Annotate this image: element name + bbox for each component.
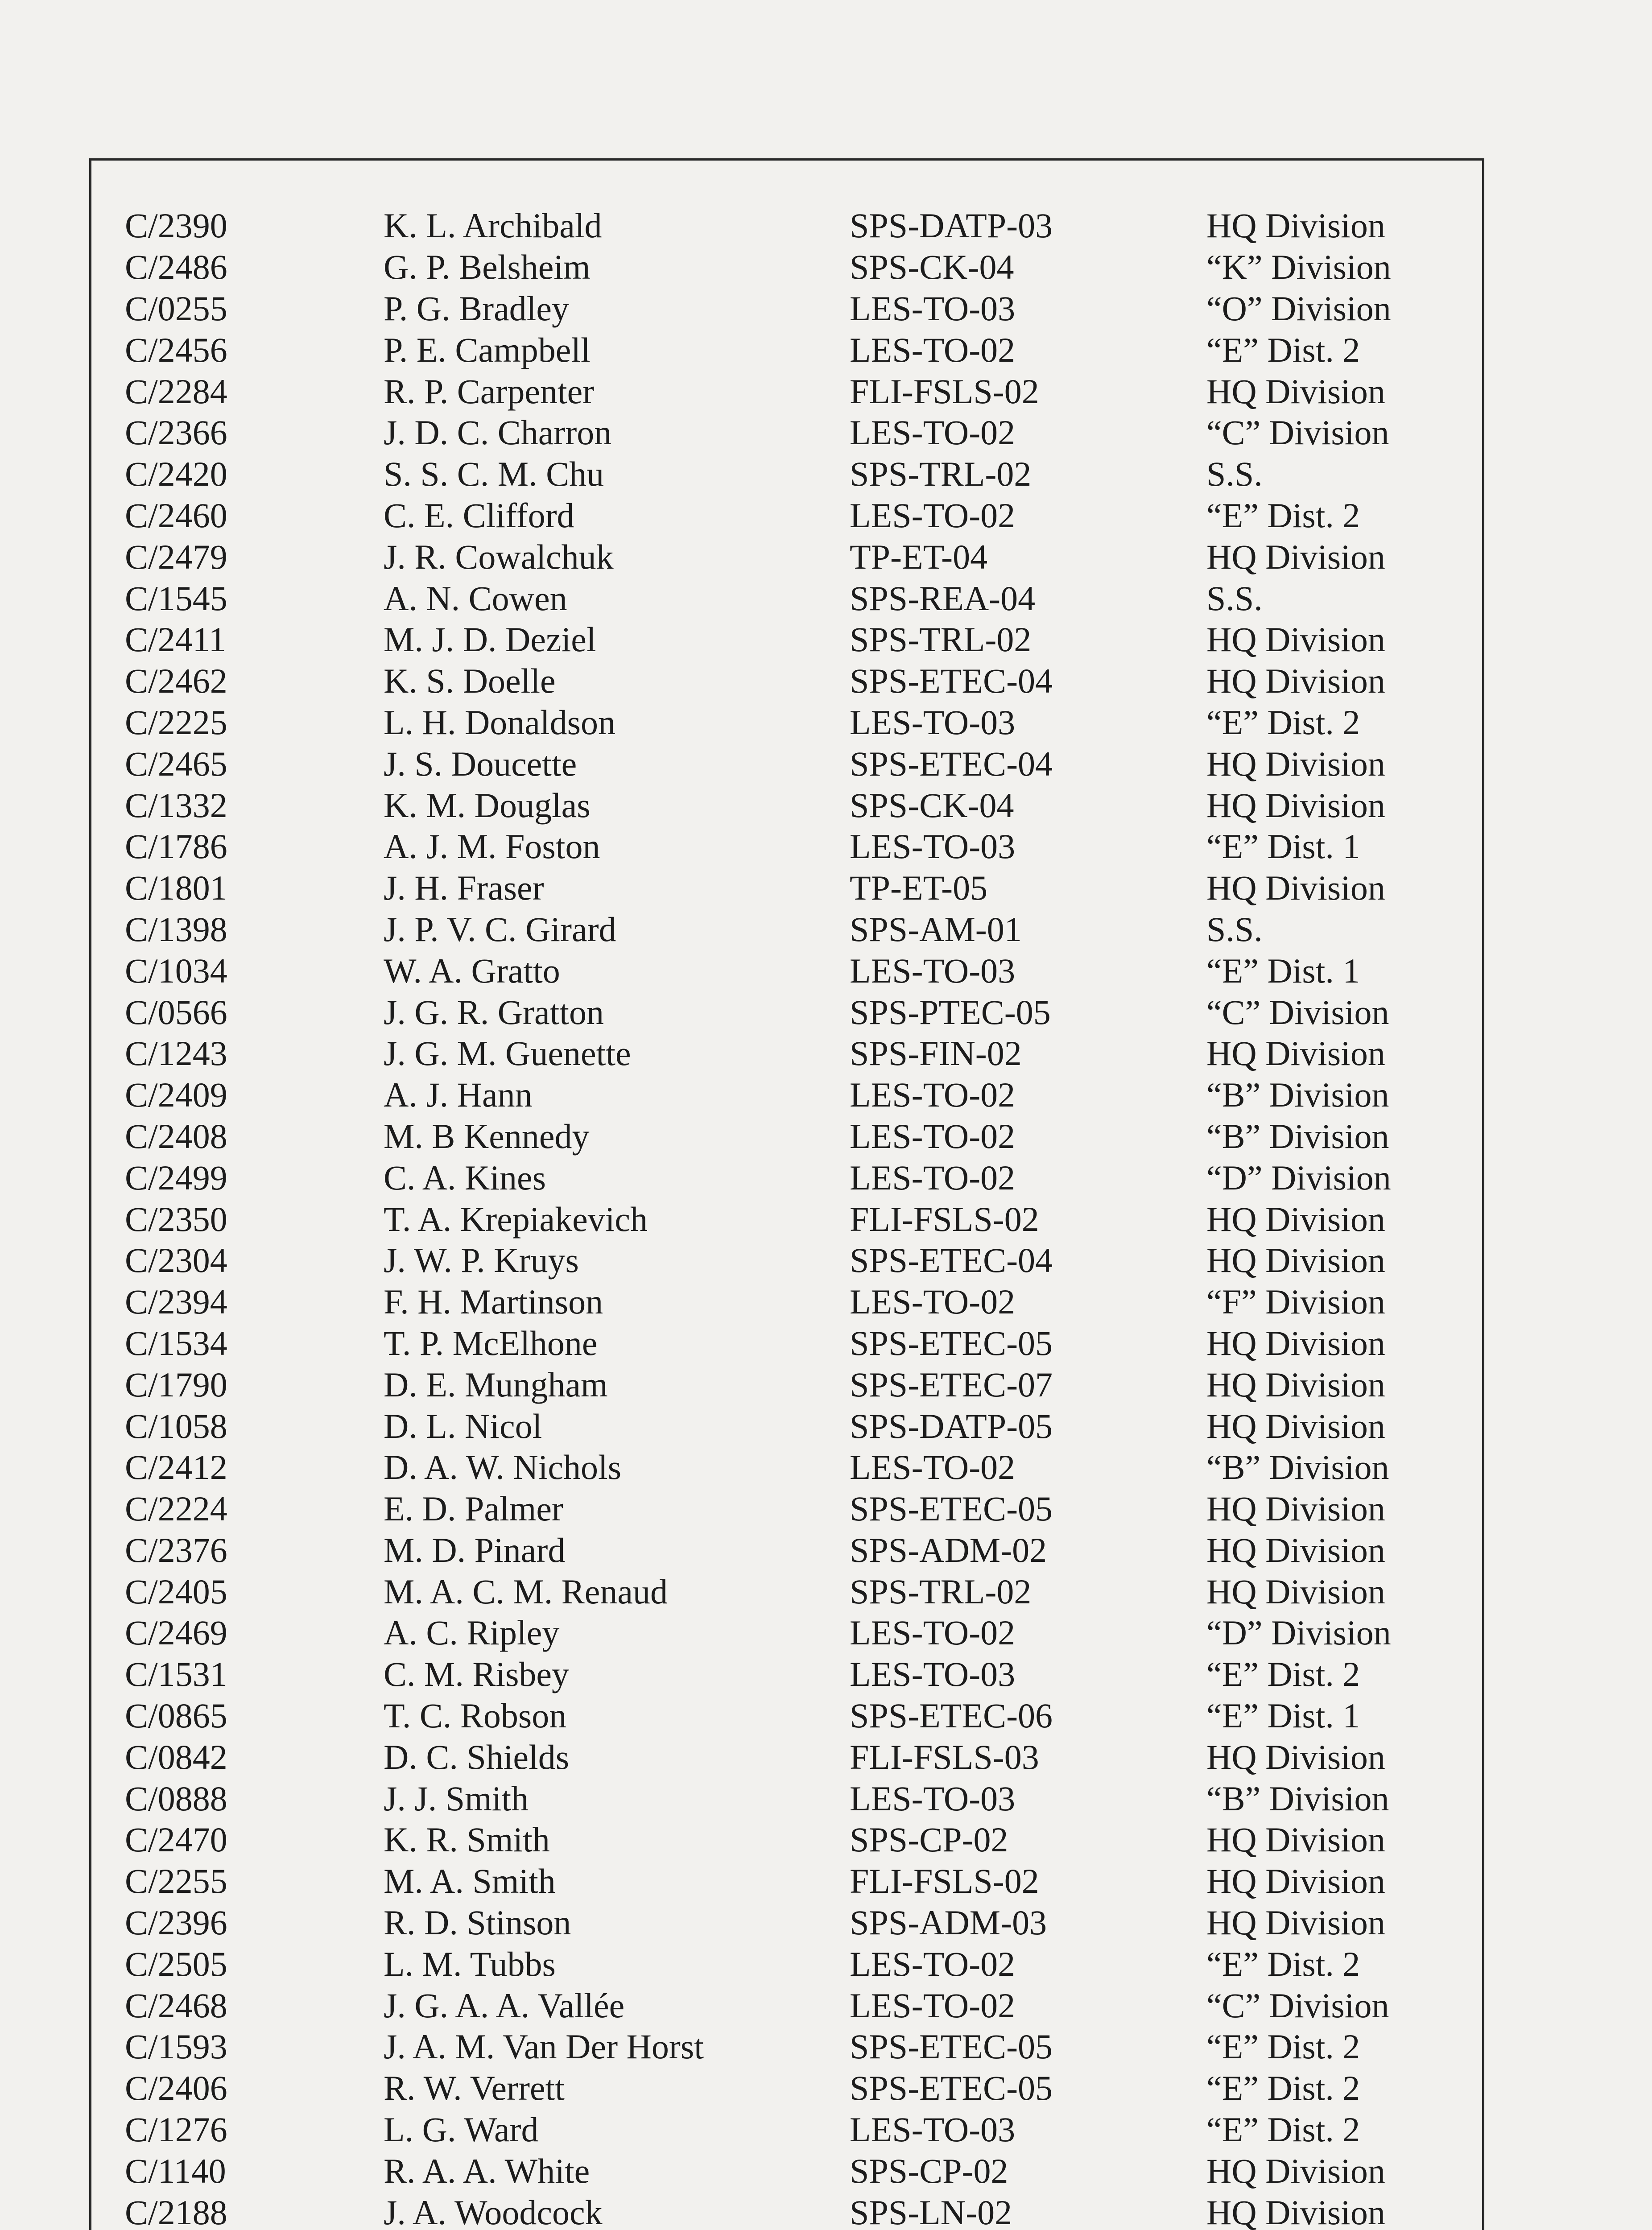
regimental-number: C/2350 bbox=[125, 1199, 227, 1239]
position-code: TP-ET-05 bbox=[850, 868, 988, 908]
regimental-number: C/0888 bbox=[125, 1779, 227, 1818]
regimental-number: C/1531 bbox=[125, 1655, 227, 1694]
position-code: SPS-TRL-02 bbox=[850, 620, 1032, 659]
member-name: J. W. P. Kruys bbox=[384, 1241, 579, 1280]
posting-location: HQ Division bbox=[1206, 1903, 1385, 1942]
position-code: SPS-ETEC-04 bbox=[850, 744, 1053, 783]
table-row bbox=[125, 1571, 1456, 1612]
table-row bbox=[125, 2150, 1456, 2192]
posting-location: HQ Division bbox=[1206, 206, 1385, 245]
member-name: M. A. C. M. Renaud bbox=[384, 1572, 668, 1611]
posting-location: S.S. bbox=[1206, 578, 1263, 618]
table-row bbox=[125, 205, 1456, 247]
table-row bbox=[125, 1861, 1456, 1902]
table-row bbox=[125, 1736, 1456, 1778]
posting-location: HQ Division bbox=[1206, 1530, 1385, 1569]
position-code: LES-TO-03 bbox=[850, 827, 1016, 866]
member-name: D. E. Mungham bbox=[384, 1365, 608, 1404]
table-row bbox=[125, 578, 1456, 619]
regimental-number: C/2499 bbox=[125, 1158, 227, 1197]
position-code: SPS-DATP-03 bbox=[850, 206, 1053, 245]
member-name: F. H. Martinson bbox=[384, 1282, 603, 1321]
posting-location: “E” Dist. 2 bbox=[1206, 2110, 1360, 2149]
regimental-number: C/1140 bbox=[125, 2151, 226, 2190]
posting-location: HQ Division bbox=[1206, 1862, 1385, 1901]
table-row bbox=[125, 1033, 1456, 1074]
position-code: SPS-TRL-02 bbox=[850, 454, 1032, 494]
posting-location: “E” Dist. 1 bbox=[1206, 951, 1360, 990]
position-code: SPS-PTEC-05 bbox=[850, 992, 1051, 1032]
posting-location: HQ Division bbox=[1206, 2151, 1385, 2190]
position-code: LES-TO-02 bbox=[850, 413, 1016, 452]
regimental-number: C/2405 bbox=[125, 1572, 227, 1611]
regimental-number: C/2255 bbox=[125, 1862, 227, 1901]
member-name: J. H. Fraser bbox=[384, 868, 544, 908]
member-name: S. S. C. M. Chu bbox=[384, 454, 604, 494]
posting-location: HQ Division bbox=[1206, 372, 1385, 411]
member-name: J. R. Cowalchuk bbox=[384, 537, 614, 576]
regimental-number: C/1545 bbox=[125, 578, 227, 618]
table-row bbox=[125, 412, 1456, 454]
table-row bbox=[125, 2192, 1456, 2230]
member-name: C. E. Clifford bbox=[384, 496, 574, 535]
table-row bbox=[125, 743, 1456, 785]
table-row bbox=[125, 329, 1456, 371]
position-code: LES-TO-03 bbox=[850, 289, 1016, 328]
posting-location: HQ Division bbox=[1206, 1323, 1385, 1363]
table-row bbox=[125, 1654, 1456, 1695]
posting-location: “B” Division bbox=[1206, 1448, 1389, 1487]
position-code: LES-TO-02 bbox=[850, 1944, 1016, 1983]
regimental-number: C/2376 bbox=[125, 1530, 227, 1569]
posting-location: “E” Dist. 2 bbox=[1206, 496, 1360, 535]
posting-location: “E” Dist. 2 bbox=[1206, 2069, 1360, 2108]
table-row bbox=[125, 950, 1456, 991]
position-code: LES-TO-03 bbox=[850, 2110, 1016, 2149]
regimental-number: C/2224 bbox=[125, 1489, 227, 1528]
table-row bbox=[125, 1281, 1456, 1323]
member-name: R. A. A. White bbox=[384, 2151, 590, 2190]
member-name: J. P. V. C. Girard bbox=[384, 909, 616, 949]
posting-location: “C” Division bbox=[1206, 1986, 1389, 2025]
table-row bbox=[125, 826, 1456, 867]
position-code: SPS-REA-04 bbox=[850, 578, 1036, 618]
table-row bbox=[125, 1985, 1456, 2026]
position-code: SPS-ETEC-07 bbox=[850, 1365, 1053, 1404]
position-code: LES-TO-03 bbox=[850, 702, 1016, 742]
table-row bbox=[125, 1198, 1456, 1240]
regimental-number: C/1058 bbox=[125, 1406, 227, 1445]
regimental-number: C/2420 bbox=[125, 454, 227, 494]
position-code: TP-ET-04 bbox=[850, 537, 988, 576]
table-row bbox=[125, 1447, 1456, 1488]
position-code: FLI-FSLS-02 bbox=[850, 1862, 1039, 1901]
table-row bbox=[125, 247, 1456, 288]
regimental-number: C/1034 bbox=[125, 951, 227, 990]
member-name: M. A. Smith bbox=[384, 1862, 556, 1901]
regimental-number: C/2390 bbox=[125, 206, 227, 245]
member-name: A. J. Hann bbox=[384, 1075, 533, 1115]
posting-location: “F” Division bbox=[1206, 1282, 1385, 1321]
position-code: LES-TO-02 bbox=[850, 1448, 1016, 1487]
posting-location: HQ Division bbox=[1206, 1365, 1385, 1404]
regimental-number: C/2412 bbox=[125, 1448, 227, 1487]
member-name: J. J. Smith bbox=[384, 1779, 529, 1818]
position-code: SPS-CK-04 bbox=[850, 248, 1014, 287]
table-row bbox=[125, 1530, 1456, 1571]
posting-location: HQ Division bbox=[1206, 1820, 1385, 1859]
table-row bbox=[125, 536, 1456, 578]
regimental-number: C/2225 bbox=[125, 702, 227, 742]
posting-location: “E” Dist. 2 bbox=[1206, 330, 1360, 369]
posting-location: “C” Division bbox=[1206, 992, 1389, 1032]
posting-location: “E” Dist. 1 bbox=[1206, 1696, 1360, 1735]
position-code: SPS-ETEC-05 bbox=[850, 2069, 1053, 2108]
member-name: A. C. Ripley bbox=[384, 1613, 560, 1652]
regimental-number: C/2486 bbox=[125, 248, 227, 287]
table-row bbox=[125, 1612, 1456, 1654]
position-code: SPS-ETEC-04 bbox=[850, 1241, 1053, 1280]
position-code: LES-TO-02 bbox=[850, 1158, 1016, 1197]
posting-location: HQ Division bbox=[1206, 868, 1385, 908]
member-name: R. P. Carpenter bbox=[384, 372, 595, 411]
posting-location: “B” Division bbox=[1206, 1779, 1389, 1818]
posting-location: “K” Division bbox=[1206, 248, 1391, 287]
regimental-number: C/1243 bbox=[125, 1034, 227, 1073]
posting-location: S.S. bbox=[1206, 909, 1263, 949]
member-name: L. G. Ward bbox=[384, 2110, 539, 2149]
member-name: M. J. D. Deziel bbox=[384, 620, 596, 659]
regimental-number: C/1332 bbox=[125, 785, 227, 825]
posting-location: HQ Division bbox=[1206, 744, 1385, 783]
table-row bbox=[125, 1819, 1456, 1861]
posting-location: “O” Division bbox=[1206, 289, 1391, 328]
table-row bbox=[125, 2109, 1456, 2151]
regimental-number: C/1276 bbox=[125, 2110, 227, 2149]
position-code: SPS-CP-02 bbox=[850, 1820, 1008, 1859]
member-name: M. B Kennedy bbox=[384, 1116, 590, 1156]
table-row bbox=[125, 1157, 1456, 1198]
regimental-number: C/2470 bbox=[125, 1820, 227, 1859]
roster-table bbox=[125, 205, 1456, 2230]
position-code: SPS-ETEC-04 bbox=[850, 661, 1053, 701]
table-row bbox=[125, 867, 1456, 909]
table-row bbox=[125, 702, 1456, 743]
regimental-number: C/2468 bbox=[125, 1986, 227, 2025]
table-row bbox=[125, 785, 1456, 826]
position-code: LES-TO-03 bbox=[850, 1655, 1016, 1694]
regimental-number: C/2409 bbox=[125, 1075, 227, 1115]
regimental-number: C/2396 bbox=[125, 1903, 227, 1942]
position-code: SPS-ETEC-05 bbox=[850, 1489, 1053, 1528]
position-code: LES-TO-02 bbox=[850, 1282, 1016, 1321]
position-code: SPS-ETEC-05 bbox=[850, 1323, 1053, 1363]
regimental-number: C/2462 bbox=[125, 661, 227, 701]
position-code: SPS-DATP-05 bbox=[850, 1406, 1053, 1445]
posting-location: S.S. bbox=[1206, 454, 1263, 494]
member-name: D. L. Nicol bbox=[384, 1406, 542, 1445]
member-name: K. L. Archibald bbox=[384, 206, 602, 245]
regimental-number: C/2411 bbox=[125, 620, 226, 659]
member-name: T. A. Krepiakevich bbox=[384, 1199, 648, 1239]
position-code: FLI-FSLS-02 bbox=[850, 1199, 1039, 1239]
table-row bbox=[125, 1240, 1456, 1281]
member-name: J. A. Woodcock bbox=[384, 2193, 603, 2230]
member-name: A. N. Cowen bbox=[384, 578, 567, 618]
table-row bbox=[125, 288, 1456, 330]
position-code: LES-TO-02 bbox=[850, 1116, 1016, 1156]
table-row bbox=[125, 909, 1456, 950]
member-name: P. G. Bradley bbox=[384, 289, 569, 328]
member-name: R. W. Verrett bbox=[384, 2069, 565, 2108]
position-code: SPS-ADM-03 bbox=[850, 1903, 1047, 1942]
table-row bbox=[125, 1116, 1456, 1157]
regimental-number: C/0255 bbox=[125, 289, 227, 328]
posting-location: HQ Division bbox=[1206, 1572, 1385, 1611]
posting-location: HQ Division bbox=[1206, 1737, 1385, 1776]
position-code: LES-TO-02 bbox=[850, 330, 1016, 369]
position-code: FLI-FSLS-03 bbox=[850, 1737, 1039, 1776]
member-name: K. R. Smith bbox=[384, 1820, 550, 1859]
member-name: E. D. Palmer bbox=[384, 1489, 563, 1528]
regimental-number: C/2284 bbox=[125, 372, 227, 411]
regimental-number: C/2366 bbox=[125, 413, 227, 452]
table-row bbox=[125, 1405, 1456, 1447]
position-code: SPS-CK-04 bbox=[850, 785, 1014, 825]
posting-location: “E” Dist. 1 bbox=[1206, 827, 1360, 866]
member-name: D. C. Shields bbox=[384, 1737, 570, 1776]
member-name: J. S. Doucette bbox=[384, 744, 577, 783]
posting-location: HQ Division bbox=[1206, 537, 1385, 576]
posting-location: HQ Division bbox=[1206, 620, 1385, 659]
member-name: R. D. Stinson bbox=[384, 1903, 571, 1942]
position-code: LES-TO-02 bbox=[850, 1986, 1016, 2025]
position-code: LES-TO-03 bbox=[850, 1779, 1016, 1818]
position-code: SPS-FIN-02 bbox=[850, 1034, 1022, 1073]
position-code: LES-TO-02 bbox=[850, 496, 1016, 535]
posting-location: HQ Division bbox=[1206, 785, 1385, 825]
posting-location: HQ Division bbox=[1206, 1034, 1385, 1073]
posting-location: “E” Dist. 2 bbox=[1206, 702, 1360, 742]
regimental-number: C/2479 bbox=[125, 537, 227, 576]
position-code: SPS-ETEC-05 bbox=[850, 2027, 1053, 2066]
table-row bbox=[125, 1695, 1456, 1737]
member-name: K. S. Doelle bbox=[384, 661, 556, 701]
regimental-number: C/2188 bbox=[125, 2193, 227, 2230]
posting-location: HQ Division bbox=[1206, 1199, 1385, 1239]
posting-location: “B” Division bbox=[1206, 1075, 1389, 1115]
regimental-number: C/1786 bbox=[125, 827, 227, 866]
table-row bbox=[125, 495, 1456, 537]
regimental-number: C/2394 bbox=[125, 1282, 227, 1321]
regimental-number: C/2406 bbox=[125, 2069, 227, 2108]
regimental-number: C/0842 bbox=[125, 1737, 227, 1776]
table-row bbox=[125, 1323, 1456, 1364]
posting-location: HQ Division bbox=[1206, 661, 1385, 701]
member-name: K. M. Douglas bbox=[384, 785, 591, 825]
posting-location: HQ Division bbox=[1206, 1241, 1385, 1280]
member-name: C. A. Kines bbox=[384, 1158, 546, 1197]
member-name: J. G. A. A. Vallée bbox=[384, 1986, 625, 2025]
position-code: LES-TO-03 bbox=[850, 951, 1016, 990]
table-row bbox=[125, 1902, 1456, 1944]
table-row bbox=[125, 991, 1456, 1033]
table-row bbox=[125, 661, 1456, 702]
regimental-number: C/2465 bbox=[125, 744, 227, 783]
member-name: A. J. M. Foston bbox=[384, 827, 600, 866]
regimental-number: C/2456 bbox=[125, 330, 227, 369]
member-name: D. A. W. Nichols bbox=[384, 1448, 622, 1487]
posting-location: “B” Division bbox=[1206, 1116, 1389, 1156]
position-code: SPS-ETEC-06 bbox=[850, 1696, 1053, 1735]
table-row bbox=[125, 1488, 1456, 1530]
position-code: LES-TO-02 bbox=[850, 1613, 1016, 1652]
table-row bbox=[125, 1074, 1456, 1116]
member-name: T. C. Robson bbox=[384, 1696, 567, 1735]
member-name: M. D. Pinard bbox=[384, 1530, 566, 1569]
posting-location: “E” Dist. 2 bbox=[1206, 1944, 1360, 1983]
member-name: C. M. Risbey bbox=[384, 1655, 570, 1694]
member-name: T. P. McElhone bbox=[384, 1323, 598, 1363]
regimental-number: C/1790 bbox=[125, 1365, 227, 1404]
posting-location: HQ Division bbox=[1206, 2193, 1385, 2230]
roster-body bbox=[125, 205, 1456, 2230]
regimental-number: C/2505 bbox=[125, 1944, 227, 1983]
position-code: SPS-ADM-02 bbox=[850, 1530, 1047, 1569]
member-name: W. A. Gratto bbox=[384, 951, 560, 990]
regimental-number: C/0865 bbox=[125, 1696, 227, 1735]
member-name: L. M. Tubbs bbox=[384, 1944, 556, 1983]
member-name: P. E. Campbell bbox=[384, 330, 591, 369]
regimental-number: C/1534 bbox=[125, 1323, 227, 1363]
regimental-number: C/2460 bbox=[125, 496, 227, 535]
table-row bbox=[125, 371, 1456, 412]
table-row bbox=[125, 454, 1456, 495]
table-row bbox=[125, 1778, 1456, 1819]
posting-location: “E” Dist. 2 bbox=[1206, 1655, 1360, 1694]
position-code: SPS-AM-01 bbox=[850, 909, 1022, 949]
regimental-number: C/1398 bbox=[125, 909, 227, 949]
table-row bbox=[125, 1364, 1456, 1405]
member-name: G. P. Belsheim bbox=[384, 248, 591, 287]
regimental-number: C/2304 bbox=[125, 1241, 227, 1280]
member-name: J. G. R. Gratton bbox=[384, 992, 604, 1032]
table-row bbox=[125, 1943, 1456, 1985]
member-name: J. G. M. Guenette bbox=[384, 1034, 631, 1073]
posting-location: HQ Division bbox=[1206, 1489, 1385, 1528]
posting-location: “D” Division bbox=[1206, 1613, 1391, 1652]
table-row bbox=[125, 2068, 1456, 2109]
regimental-number: C/1593 bbox=[125, 2027, 227, 2066]
posting-location: “D” Division bbox=[1206, 1158, 1391, 1197]
member-name: L. H. Donaldson bbox=[384, 702, 615, 742]
table-row bbox=[125, 619, 1456, 661]
regimental-number: C/2469 bbox=[125, 1613, 227, 1652]
posting-location: HQ Division bbox=[1206, 1406, 1385, 1445]
member-name: J. A. M. Van Der Horst bbox=[384, 2027, 704, 2066]
member-name: J. D. C. Charron bbox=[384, 413, 612, 452]
regimental-number: C/1801 bbox=[125, 868, 227, 908]
posting-location: “E” Dist. 2 bbox=[1206, 2027, 1360, 2066]
regimental-number: C/2408 bbox=[125, 1116, 227, 1156]
posting-location: “C” Division bbox=[1206, 413, 1389, 452]
table-row bbox=[125, 2026, 1456, 2068]
position-code: LES-TO-02 bbox=[850, 1075, 1016, 1115]
position-code: FLI-FSLS-02 bbox=[850, 372, 1039, 411]
regimental-number: C/0566 bbox=[125, 992, 227, 1032]
position-code: SPS-TRL-02 bbox=[850, 1572, 1032, 1611]
position-code: SPS-CP-02 bbox=[850, 2151, 1008, 2190]
position-code: SPS-LN-02 bbox=[850, 2193, 1012, 2230]
